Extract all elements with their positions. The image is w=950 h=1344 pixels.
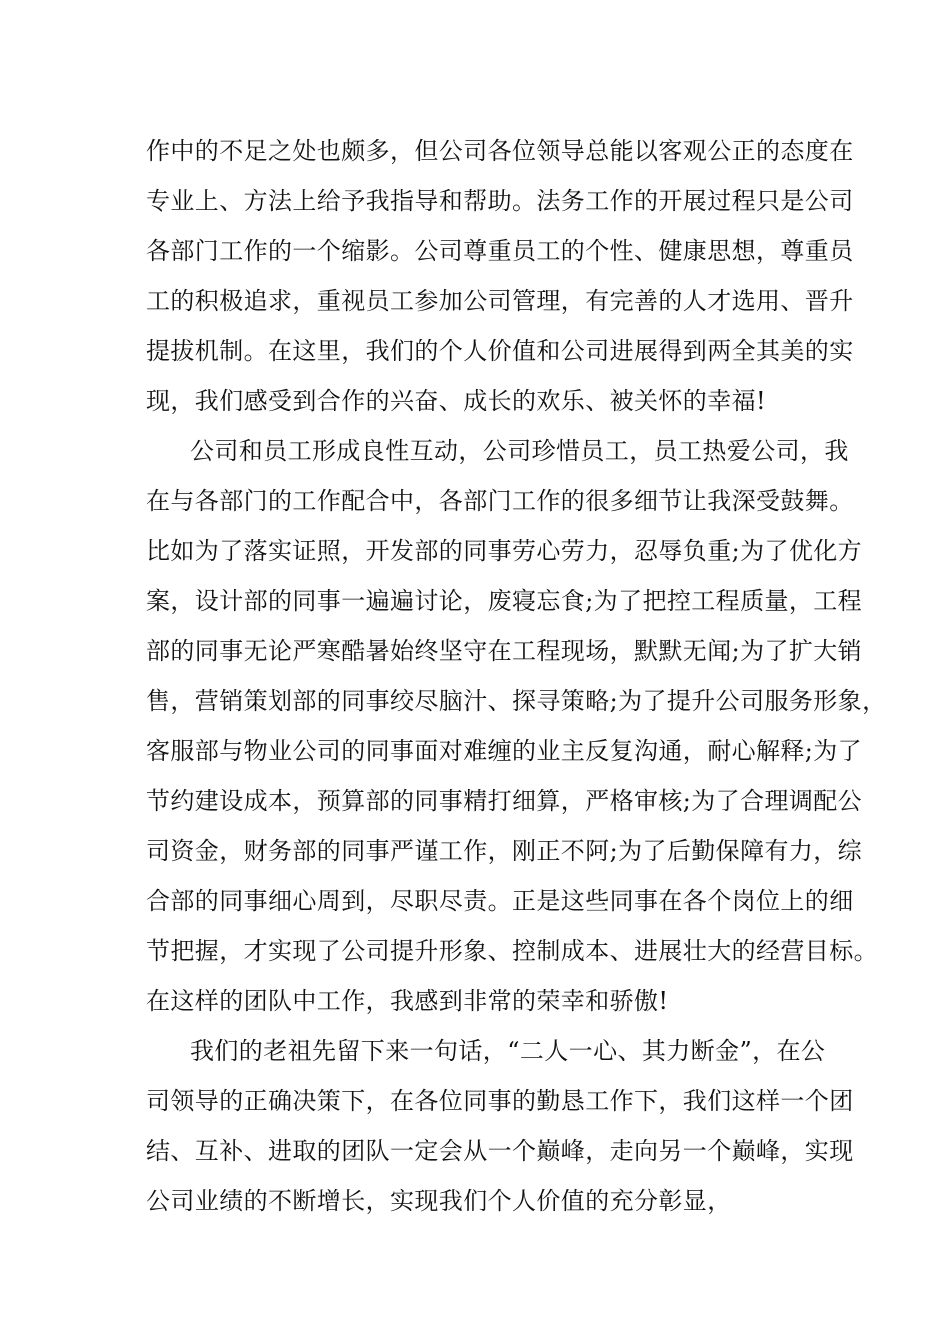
paragraph-line: 司领导的正确决策下，在各位同事的勤恳工作下，我们这样一个团 — [146, 1087, 854, 1115]
paragraph-line: 提拔机制。在这里，我们的个人价值和公司进展得到两全其美的实 — [146, 337, 854, 365]
paragraph-line: 各部门工作的一个缩影。公司尊重员工的个性、健康思想，尊重员 — [146, 237, 854, 265]
paragraph-line: 在这样的团队中工作，我感到非常的荣幸和骄傲! — [146, 987, 669, 1015]
paragraph-line: 公司业绩的不断增长，实现我们个人价值的充分彰显， — [146, 1187, 732, 1215]
paragraph-line: 比如为了落实证照，开发部的同事劳心劳力，忍辱负重;为了优化方 — [146, 537, 863, 565]
paragraph-line: 售，营销策划部的同事绞尽脑汁、探寻策略;为了提升公司服务形象， — [146, 687, 887, 715]
paragraph-line: 公司和员工形成良性互动，公司珍惜员工，员工热爱公司，我 — [190, 437, 849, 465]
paragraph-line: 节约建设成本，预算部的同事精打细算，严格审核;为了合理调配公 — [146, 787, 863, 815]
paragraph-line: 在与各部门的工作配合中，各部门工作的很多细节让我深受鼓舞。 — [146, 487, 854, 515]
paragraph-line: 合部的同事细心周到，尽职尽责。正是这些同事在各个岗位上的细 — [146, 887, 854, 915]
paragraph-line: 案，设计部的同事一遍遍讨论，废寝忘食;为了把控工程质量，工程 — [146, 587, 863, 615]
paragraph-line: 作中的不足之处也颇多，但公司各位领导总能以客观公正的态度在 — [146, 137, 854, 165]
paragraph-line: 专业上、方法上给予我指导和帮助。法务工作的开展过程只是公司 — [146, 187, 854, 215]
paragraph-line: 节把握，才实现了公司提升形象、控制成本、进展壮大的经营目标。 — [146, 937, 878, 965]
paragraph-line: 司资金，财务部的同事严谨工作，刚正不阿;为了后勤保障有力，综 — [146, 837, 863, 865]
paragraph-line: 客服部与物业公司的同事面对难缠的业主反复沟通，耐心解释;为了 — [146, 737, 863, 765]
paragraph-line: 我们的老祖先留下来一句话，“二人一心、其力断金”，在公 — [190, 1037, 826, 1065]
paragraph-line: 部的同事无论严寒酷暑始终坚守在工程现场，默默无闻;为了扩大销 — [146, 637, 863, 665]
paragraph-line: 现，我们感受到合作的兴奋、成长的欢乐、被关怀的幸福! — [146, 387, 767, 415]
paragraph-line: 结、互补、进取的团队一定会从一个巅峰，走向另一个巅峰，实现 — [146, 1137, 854, 1165]
paragraph-line: 工的积极追求，重视员工参加公司管理，有完善的人才选用、晋升 — [146, 287, 854, 315]
